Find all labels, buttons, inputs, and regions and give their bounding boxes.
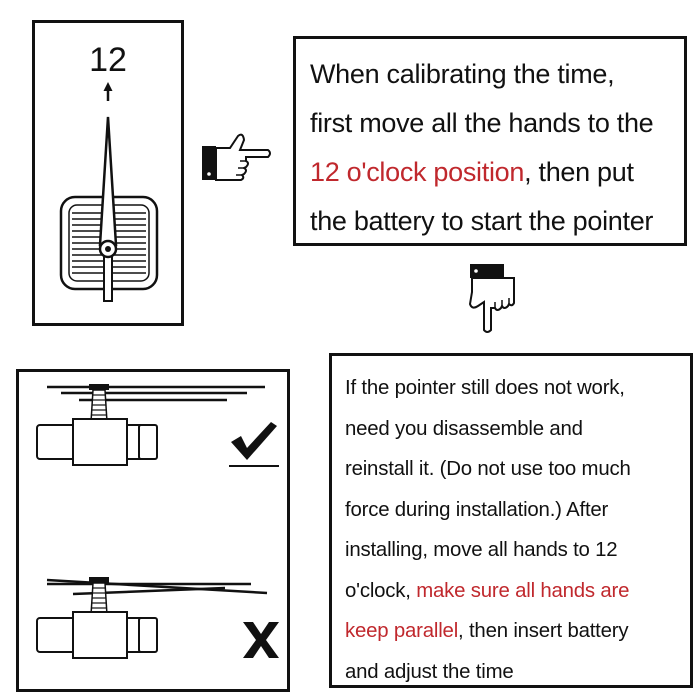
instruction-line: and adjust the time	[345, 660, 514, 683]
instruction-line: need you disassemble and	[345, 417, 583, 440]
instruction-line	[345, 571, 690, 612]
instruction-line	[310, 148, 684, 197]
clock-diagram-panel	[32, 20, 184, 326]
instruction-text: , then insert battery	[458, 620, 629, 642]
highlight-text: 12 o'clock position	[310, 157, 525, 187]
pointing-hand-down-icon	[466, 262, 524, 336]
instruction-text: o'clock,	[345, 579, 417, 602]
instruction-line: first move all the hands to the	[310, 108, 654, 138]
hands-alignment-panel	[16, 369, 290, 692]
instruction-line: force during installation.) After	[345, 498, 609, 521]
instruction-line: If the pointer still does not work,	[345, 377, 625, 399]
instruction-line: reinstall it. (Do not use too much	[345, 458, 631, 480]
calibration-instructions-box	[293, 36, 687, 246]
instruction-line: the battery to start the pointer	[310, 206, 654, 236]
highlight-text: make sure all hands are	[416, 579, 630, 602]
instruction-line: When calibrating the time,	[310, 59, 615, 89]
instruction-line	[345, 611, 690, 652]
instruction-text: , then put	[524, 157, 634, 187]
reinstall-instructions-box	[329, 353, 693, 688]
twelve-numeral: 12	[89, 41, 127, 79]
check-mark-icon	[227, 420, 281, 470]
x-mark-icon	[241, 620, 281, 660]
pointing-hand-right-icon	[200, 132, 274, 188]
instruction-line: installing, move all hands to 12	[345, 539, 618, 561]
highlight-text: keep parallel	[345, 620, 459, 642]
clock-movement-illustration	[35, 23, 181, 323]
